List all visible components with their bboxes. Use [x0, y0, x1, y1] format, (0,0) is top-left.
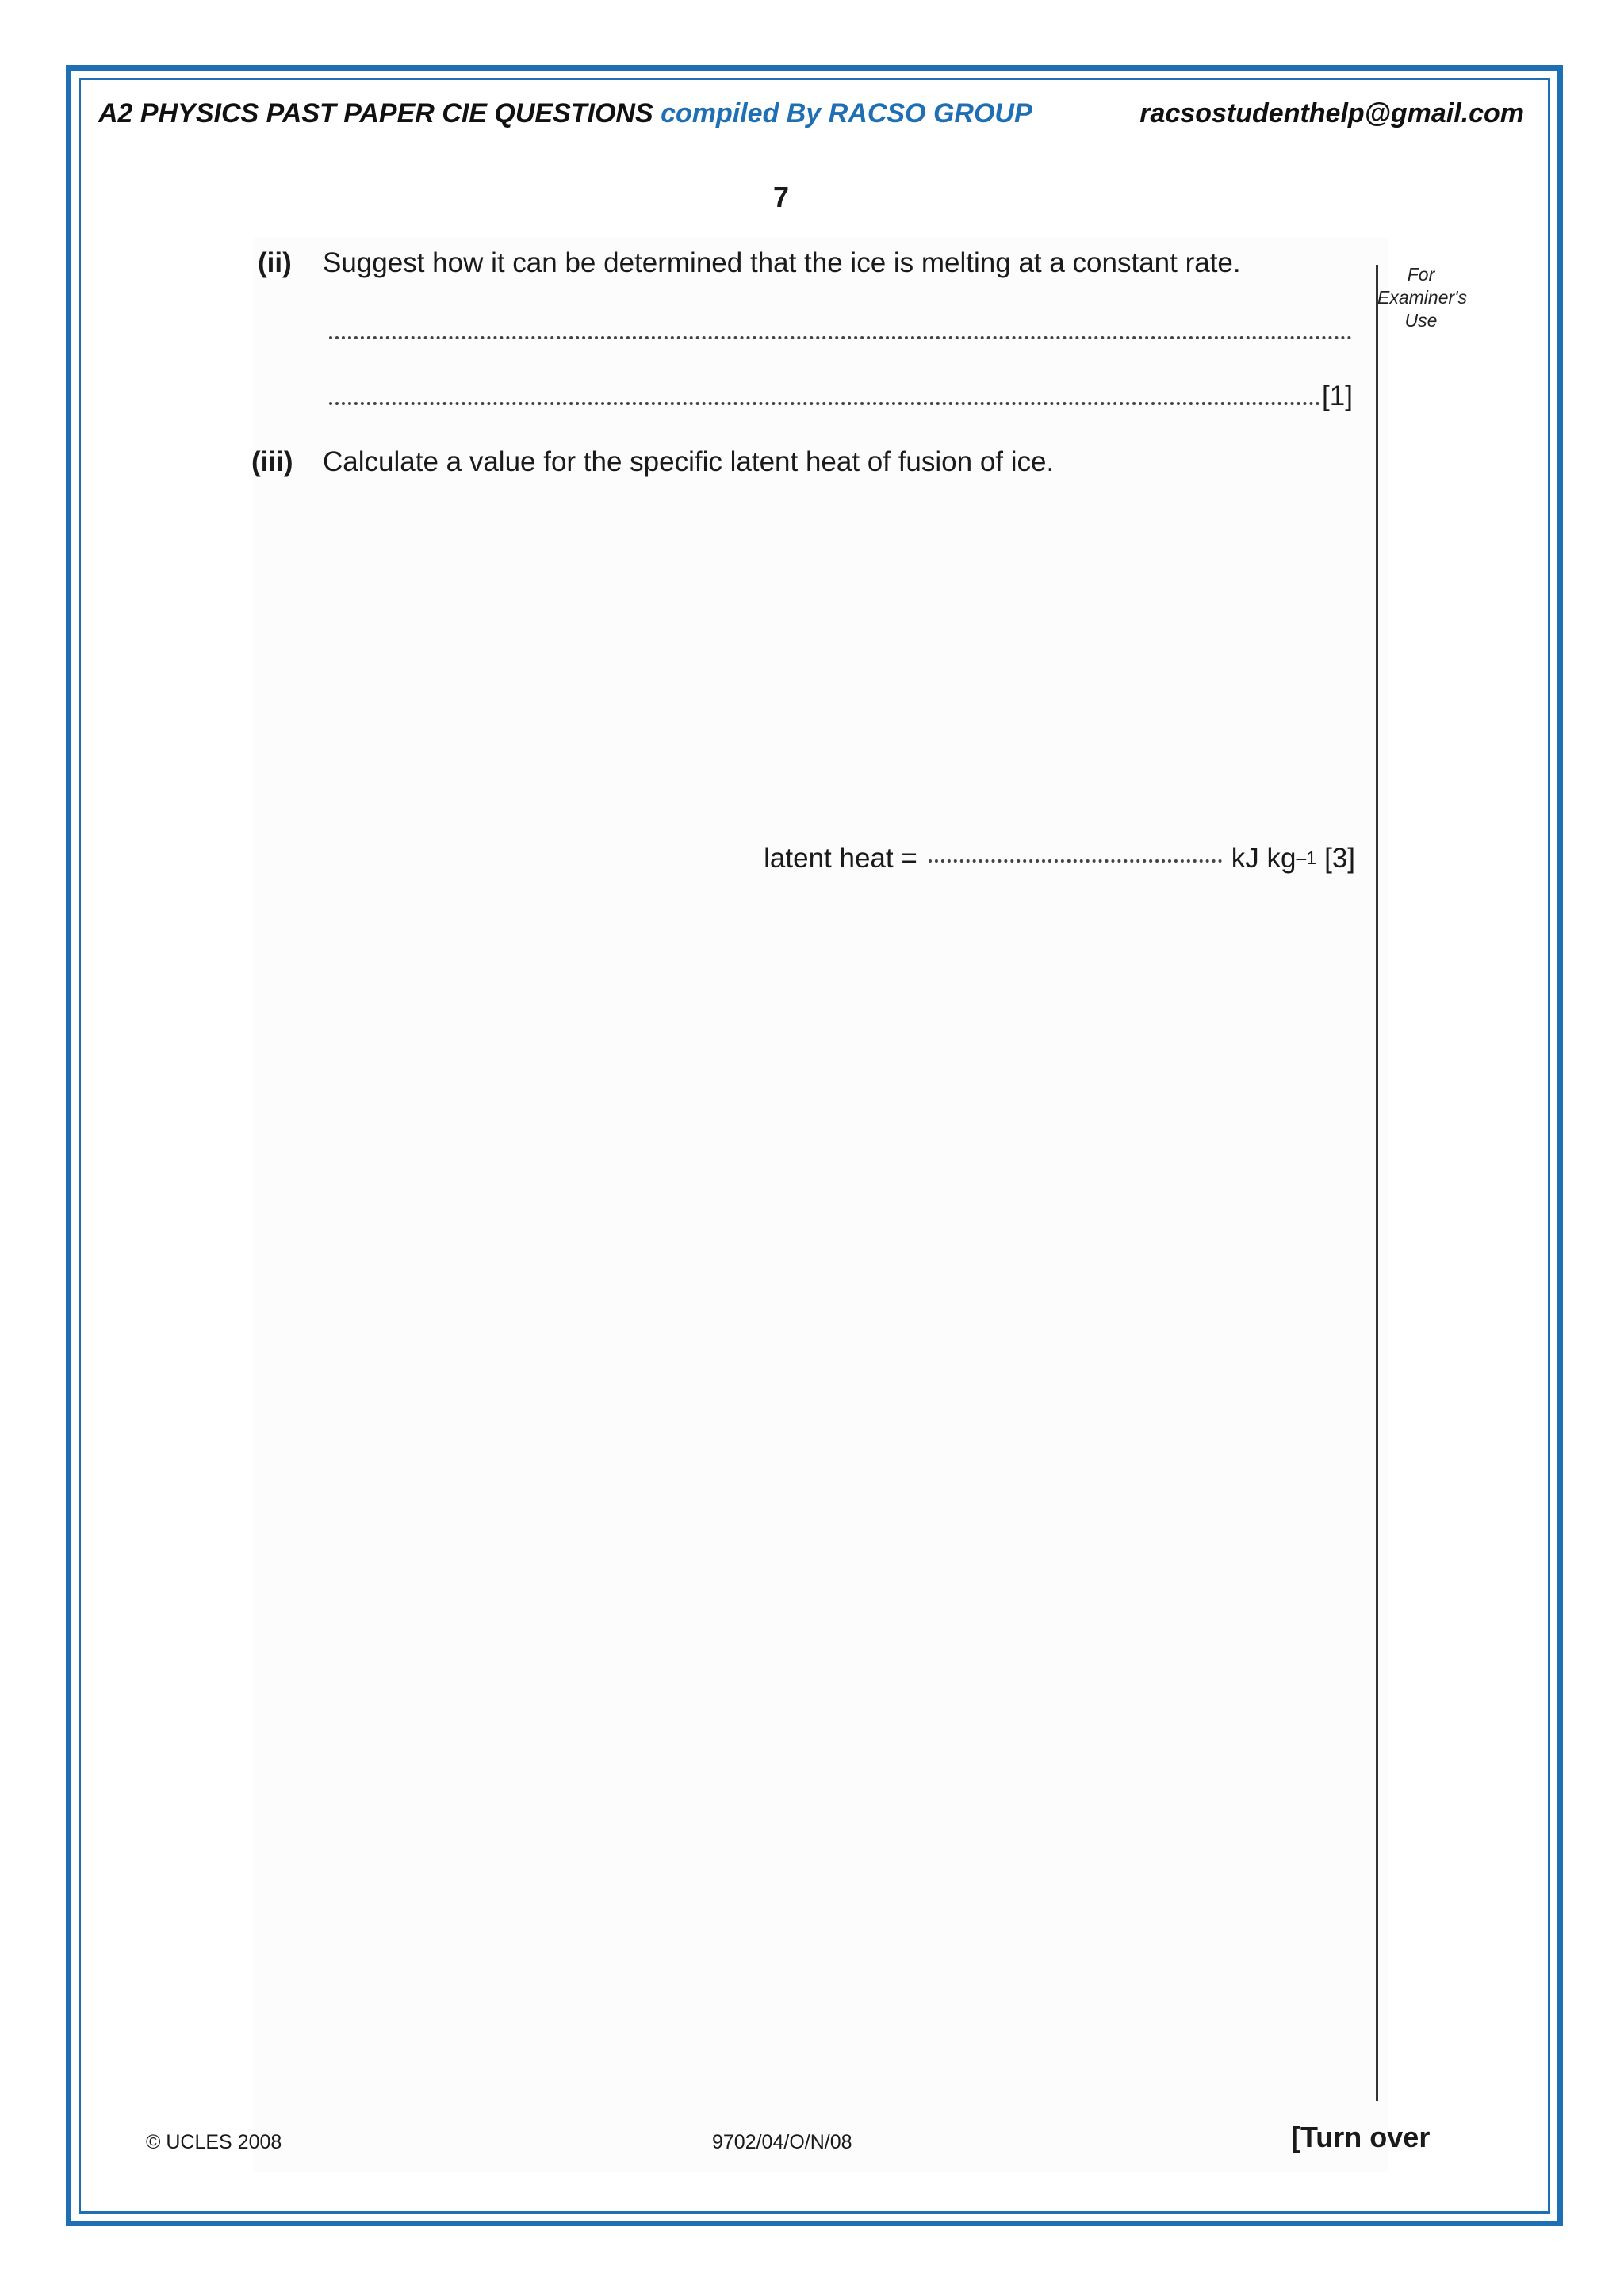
header-title-text: A2 PHYSICS PAST PAPER CIE QUESTIONS — [98, 98, 653, 128]
mark-allocation-iii: [3] — [1324, 843, 1355, 874]
page-number: 7 — [772, 181, 790, 213]
latent-heat-answer — [764, 843, 1355, 874]
latent-heat-label: latent heat = — [764, 843, 917, 874]
answer-line-2[interactable] — [329, 402, 1320, 405]
question-text-iii: Calculate a value for the specific latent heat of fusion of ice. — [323, 446, 1055, 477]
latent-heat-answer-field[interactable] — [929, 859, 1222, 863]
footer-copyright: © UCLES 2008 — [146, 2131, 282, 2153]
footer-paper-code: 9702/04/O/N/08 — [712, 2131, 852, 2153]
latent-heat-unit: kJ kg — [1231, 843, 1297, 874]
question-text-ii: Suggest how it can be determined that the ice is melting at a constant rate. — [323, 247, 1241, 278]
header-email: racsostudenthelp@gmail.com — [1139, 98, 1524, 128]
answer-line-1[interactable] — [329, 336, 1352, 339]
examiner-line-3: Use — [1404, 310, 1438, 331]
latent-heat-unit-exponent: –1 — [1296, 848, 1317, 868]
question-number-iii: (iii) — [251, 446, 293, 477]
footer-turn-over: [Turn over — [1291, 2121, 1431, 2153]
examiner-line-1: For — [1407, 264, 1435, 285]
examiner-margin-rule — [1376, 265, 1378, 2101]
header-compiled-by: compiled By RACSO GROUP — [661, 98, 1032, 128]
header-title — [98, 98, 1032, 129]
examiner-line-2: Examiner's — [1377, 287, 1468, 308]
examiner-use-box — [1377, 263, 1468, 332]
scanned-page-area — [254, 238, 1388, 2172]
question-number-ii: (ii) — [258, 247, 292, 278]
mark-allocation-ii: [1] — [1322, 381, 1353, 411]
